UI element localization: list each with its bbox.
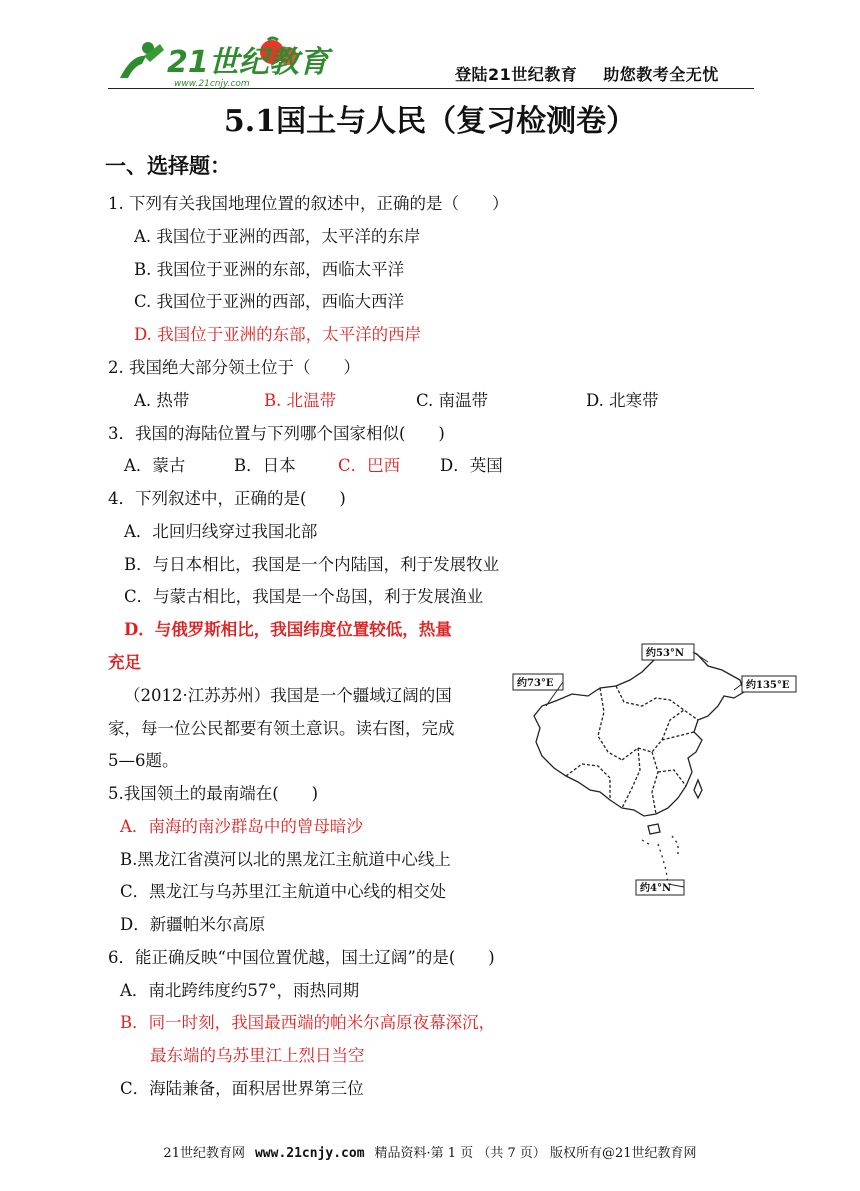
q4-option-d-answer-cont: 充足 [108, 653, 141, 672]
q6-option-c: C．海陆兼备，面积居世界第三位 [120, 1079, 364, 1098]
q3-option-d: D．英国 [440, 456, 503, 475]
q3-option-b: B．日本 [234, 456, 296, 475]
q6-stem: 6．能正确反映“中国位置优越，国土辽阔”的是( ) [108, 948, 495, 967]
q5-stem: 5.我国领土的最南端在( ) [108, 784, 319, 803]
header-slogan [455, 62, 719, 85]
map-label-53n: 约53°N [646, 648, 685, 659]
q1-option-a: A. 我国位于亚洲的西部，太平洋的东岸 [134, 227, 421, 246]
q1-option-c: C. 我国位于亚洲的西部，西临大西洋 [134, 292, 405, 311]
footer-site-link[interactable]: www.21cnjy.com [254, 1146, 365, 1161]
header-divider [108, 88, 754, 89]
passage-line-1: （2012·江苏苏州）我国是一个疆域辽阔的国 [124, 686, 452, 705]
q6-option-b-answer-cont: 最东端的乌苏里江上烈日当空 [150, 1046, 365, 1065]
page-footer [0, 1142, 860, 1161]
logo-text: 21世纪教育 [167, 45, 329, 80]
site-logo [112, 34, 329, 89]
q1-stem: 1. 下列有关我国地理位置的叙述中，正确的是（ ） [108, 194, 509, 213]
q5-option-d: D．新疆帕米尔高原 [120, 915, 266, 934]
q5-option-b: B.黑龙江省漠河以北的黑龙江主航道中心线上 [120, 850, 451, 869]
q4-stem: 4．下列叙述中，正确的是( ) [108, 489, 346, 508]
q1-option-b: B. 我国位于亚洲的东部，西临太平洋 [134, 260, 405, 279]
page-title: 5.1国土与人民（复习检测卷） [223, 104, 637, 139]
q3-option-c-answer: C．巴西 [338, 456, 401, 475]
q6-option-b-answer: B．同一时刻，我国最西端的帕米尔高原夜幕深沉， [120, 1013, 496, 1032]
china-outline-map [512, 640, 797, 895]
q4-option-b: B．与日本相比，我国是一个内陆国，利于发展牧业 [124, 555, 500, 574]
logo-url: www.21cnjy.com [174, 79, 250, 89]
q4-option-a: A．北回归线穿过我国北部 [124, 522, 318, 541]
map-label-4n: 约4°N [640, 883, 672, 894]
q2-option-d: D. 北寒带 [586, 391, 659, 410]
q6-option-a: A．南北跨纬度约57°，雨热同期 [120, 981, 360, 1000]
footer-right: 精品资料·第 1 页 （共 7 页） 版权所有@21世纪教育网 [374, 1146, 697, 1161]
q3-stem: 3．我国的海陆位置与下列哪个国家相似( ) [108, 424, 445, 443]
q5-option-a-answer: A．南海的南沙群岛中的曾母暗沙 [120, 817, 363, 836]
q2-option-a: A. 热带 [134, 391, 190, 410]
section-heading: 一、选择题： [105, 153, 231, 178]
q4-option-c: C．与蒙古相比，我国是一个岛国，利于发展渔业 [124, 587, 484, 606]
map-label-73e: 约73°E [517, 678, 554, 689]
q2-option-c: C. 南温带 [416, 391, 489, 410]
q2-stem: 2. 我国绝大部分领土位于（ ） [108, 358, 360, 377]
q5-option-c: C．黑龙江与乌苏里江主航道中心线的相交处 [120, 882, 447, 901]
q1-option-d-answer: D. 我国位于亚洲的东部，太平洋的西岸 [134, 325, 422, 344]
map-label-135e: 约135°E [746, 680, 790, 691]
q2-option-b-answer: B. 北温带 [264, 391, 337, 410]
footer-left: 21世纪教育网 [163, 1146, 245, 1161]
slogan-left: 登陆21世纪教育 [455, 65, 578, 84]
q4-option-d-answer: D．与俄罗斯相比，我国纬度位置较低，热量 [124, 620, 452, 639]
q3-option-a: A．蒙古 [124, 456, 186, 475]
passage-line-2: 家，每一位公民都要有领土意识。读右图，完成 [108, 719, 455, 738]
slogan-right: 助您教考全无忧 [603, 65, 719, 84]
passage-line-3: 5—6题。 [108, 751, 179, 770]
